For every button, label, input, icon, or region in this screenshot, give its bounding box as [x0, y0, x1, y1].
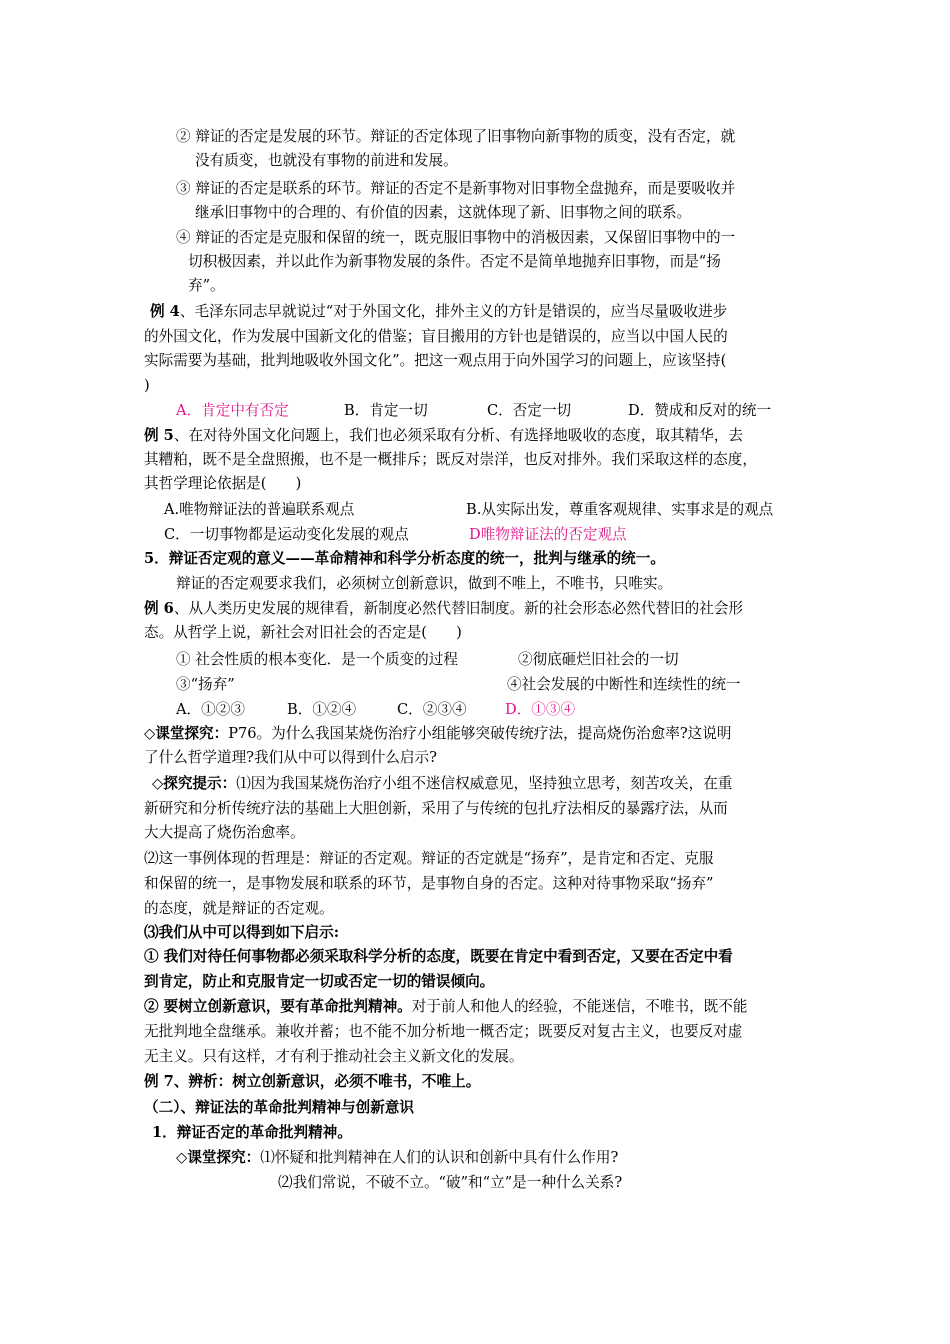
- text-line: ⑵我们常说，不破不立。“破”和“立”是一种什么关系?: [278, 1174, 623, 1191]
- text-line: ② 辩证的否定是发展的环节。辩证的否定体现了旧事物向新事物的质变，没有否定，就: [176, 128, 736, 145]
- text-line: ① 我们对待任何事物都必须采取科学分析的态度，既要在肯定中看到否定，又要在否定中看: [144, 948, 733, 965]
- example-5-question: 例 5、在对待外国文化问题上，我们也必须采取有分析、有选择地吸收的态度，取其精华，去: [144, 427, 744, 444]
- section-heading: 1．辩证否定的革命批判精神。: [152, 1124, 352, 1141]
- example-5-option-a: A.唯物辩证法的普遍联系观点: [164, 501, 355, 518]
- text-line: ② 要树立创新意识，要有革命批判精神。对于前人和他人的经验，不能迷信，不唯书，既不能: [144, 998, 748, 1015]
- text-line: 新研究和分析传统疗法的基础上大胆创新，采用了与传统的包扎疗法相反的暴露疗法，从而: [144, 800, 728, 817]
- text-line: ): [144, 377, 150, 394]
- example-7-question: 例 7、辨析：树立创新意识，必须不唯书，不唯上。: [144, 1073, 481, 1090]
- example-6-item-1: ① 社会性质的根本变化．是一个质变的过程: [176, 651, 458, 668]
- text-line: 弃”。: [188, 277, 225, 294]
- text-line: ⑵这一事例体现的哲理是：辩证的否定观。辩证的否定就是“扬弃”，是肯定和否定、克服: [144, 850, 714, 867]
- example-4-option-c: C．否定一切: [487, 402, 572, 419]
- text-line: ③ 辩证的否定是联系的环节。辩证的否定不是新事物对旧事物全盘抛弃，而是要吸收并: [176, 180, 736, 197]
- text-line: 大大提高了烧伤治愈率。: [144, 824, 305, 841]
- text-line: 了什么哲学道理?我们从中可以得到什么启示?: [144, 749, 437, 766]
- text-line: 到肯定，防止和克服肯定一切或否定一切的错误倾向。: [144, 973, 495, 990]
- example-5-option-b: B.从实际出发，尊重客观规律、实事求是的观点: [466, 501, 774, 518]
- example-label: 例 4: [150, 303, 180, 320]
- text-line: 和保留的统一，是事物发展和联系的环节，是事物自身的否定。这种对待事物采取“扬弃”: [144, 875, 714, 892]
- text-line: 其哲学理论依据是( ): [144, 475, 302, 492]
- example-6-option-c: C．②③④: [397, 701, 467, 718]
- text-line: 无批判地全盘继承。兼收并蓄；也不能不加分析地一概否定；既要反对复古主义，也要反对虚: [144, 1023, 743, 1040]
- example-5-option-c: C．一切事物都是运动变化发展的观点: [164, 526, 409, 543]
- text-line: 辩证的否定观要求我们，必须树立创新意识，做到不唯上，不唯书，只唯实。: [176, 575, 673, 592]
- section-heading: （二）、辩证法的革命批判精神与创新意识: [144, 1099, 414, 1116]
- class-inquiry: ◇课堂探究：P76。为什么我国某烧伤治疗小组能够突破传统疗法，提高烧伤治愈率?这说明: [144, 725, 732, 742]
- text-line: ④ 辩证的否定是克服和保留的统一，既克服旧事物中的消极因素，又保留旧事物中的一: [176, 229, 736, 246]
- example-6-item-2: ②彻底砸烂旧社会的一切: [518, 651, 679, 668]
- example-4-option-a-answer: A．肯定中有否定: [176, 402, 289, 419]
- example-6-option-a: A．①②③: [176, 701, 245, 718]
- text-line: ⑶我们从中可以得到如下启示:: [144, 924, 340, 941]
- inquiry-label: ◇课堂探究：: [176, 1149, 261, 1166]
- text-line: 的外国文化，作为发展中国新文化的借鉴；盲目搬用的方针也是错误的，应当以中国人民的: [144, 328, 728, 345]
- example-6-item-4: ④社会发展的中断性和连续性的统一: [507, 676, 741, 693]
- inquiry-hint: ◇探究提示：⑴因为我国某烧伤治疗小组不迷信权威意见，坚持独立思考，刻苦攻关，在重: [152, 775, 733, 792]
- example-6-option-d-answer: D．①③④: [505, 701, 576, 718]
- text-line: 的态度，就是辩证的否定观。: [144, 900, 334, 917]
- class-inquiry: ◇课堂探究：⑴怀疑和批判精神在人们的认识和创新中具有什么作用?: [176, 1149, 619, 1166]
- example-4-option-b: B．肯定一切: [344, 402, 428, 419]
- example-6-option-b: B．①②④: [287, 701, 357, 718]
- text-line: 没有质变，也就没有事物的前进和发展。: [195, 152, 458, 169]
- text-line: 切积极因素，并以此作为新事物发展的条件。否定不是简单地抛弃旧事物，而是“扬: [188, 253, 721, 270]
- text-line: 继承旧事物中的合理的、有价值的因素，这就体现了新、旧事物之间的联系。: [195, 204, 692, 221]
- example-label: 例 6: [144, 600, 174, 617]
- example-6-item-3: ③“扬弃”: [176, 676, 235, 693]
- section-heading: 5．辩证否定观的意义——革命精神和科学分析态度的统一，批判与继承的统一。: [144, 550, 665, 567]
- text-line: 态。从哲学上说，新社会对旧社会的否定是( ): [144, 624, 462, 641]
- example-6-question: 例 6、从人类历史发展的规律看，新制度必然代替旧制度。新的社会形态必然代替旧的社会形: [144, 600, 744, 617]
- example-4-question: 例 4、毛泽东同志早就说过“对于外国文化，排外主义的方针是错误的，应当尽量吸收进步: [150, 303, 728, 320]
- example-label: 例 5: [144, 427, 174, 444]
- text-line: 实际需要为基础，批判地吸收外国文化”。把这一观点用于向外国学习的问题上，应该坚持(: [144, 352, 727, 369]
- inquiry-label: ◇课堂探究：: [144, 725, 229, 742]
- example-5-option-d-answer: D唯物辩证法的否定观点: [469, 526, 627, 543]
- example-4-option-d: D．赞成和反对的统一: [628, 402, 772, 419]
- text-line: 其糟粕，既不是全盘照搬，也不是一概排斥；既反对崇洋，也反对排外。我们采取这样的态度，: [144, 451, 757, 468]
- text-line: 无主义。只有这样，才有利于推动社会主义新文化的发展。: [144, 1048, 524, 1065]
- hint-label: ◇探究提示：: [152, 775, 237, 792]
